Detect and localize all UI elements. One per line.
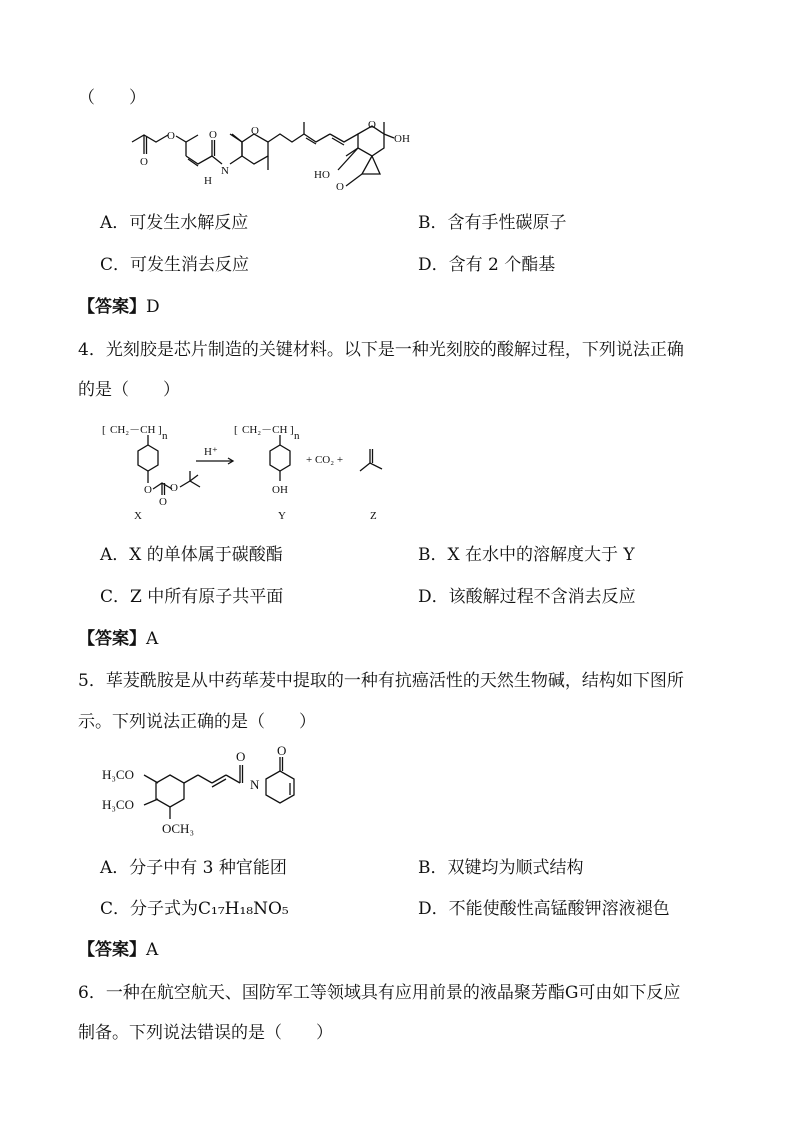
q4-stem-line2: 的是（ ） xyxy=(78,380,180,400)
q5-o1: O xyxy=(236,749,246,764)
q3-ho-left: HO xyxy=(314,169,330,181)
q5-h3co-1: H₃CO xyxy=(102,767,134,782)
svg-text:[: [ xyxy=(102,424,106,436)
q3-o-carbonyl: O xyxy=(140,156,148,168)
q3-n: N xyxy=(221,165,229,177)
q5-h3co-2: H₃CO xyxy=(102,797,134,812)
q3-o-ester: O xyxy=(167,130,175,142)
q3-option-b: B．含有手性碳原子 xyxy=(418,213,567,233)
q3-o-ring2: O xyxy=(368,119,376,131)
q3-o-ring: O xyxy=(251,125,259,137)
q3-answer xyxy=(78,295,160,319)
q4-o1: O xyxy=(144,484,152,496)
q3-option-d: D．含有 2 个酯基 xyxy=(418,255,556,275)
q4-o3: O xyxy=(170,482,178,494)
q4-label-x: X xyxy=(134,510,142,522)
q4-stem-line1: 4．光刻胶是芯片制造的关键材料。以下是一种光刻胶的酸解过程，下列说法正确 xyxy=(78,340,684,360)
q5-och3: OCH₃ xyxy=(162,821,194,836)
q5-n: N xyxy=(250,777,260,792)
q5-option-b: B．双键均为顺式结构 xyxy=(418,858,584,878)
q4-x-unit: CH₂－CH xyxy=(110,424,156,436)
q4-reagent: H⁺ xyxy=(204,446,218,458)
q5-answer-value: A xyxy=(146,940,159,960)
q3-structure xyxy=(118,112,418,198)
q5-structure xyxy=(100,743,340,843)
q4-label-y: Y xyxy=(278,510,286,522)
svg-text:]: ] xyxy=(158,424,162,436)
q4-option-b: B．X 在水中的溶解度大于 Y xyxy=(418,545,635,565)
q5-option-a: A．分子中有 3 种官能团 xyxy=(100,858,287,878)
q3-o-epox: O xyxy=(336,181,344,193)
q3-option-a: A．可发生水解反应 xyxy=(100,213,249,233)
q4-option-a: A．X 的单体属于碳酸酯 xyxy=(100,545,283,565)
q4-y-n: n xyxy=(294,430,300,442)
q3-bracket: （ ） xyxy=(78,88,146,108)
q6-stem-line1: 6．一种在航空航天、国防军工等领域具有应用前景的液晶聚芳酯G可由如下反应 xyxy=(78,983,681,1003)
q6-stem-line2: 制备。下列说法错误的是（ ） xyxy=(78,1023,333,1043)
q4-co2: + CO₂ + xyxy=(306,454,344,466)
q3-answer-label: 【答案】 xyxy=(78,297,146,317)
q5-option-d: D．不能使酸性高锰酸钾溶液褪色 xyxy=(418,899,670,919)
q4-reaction-scheme xyxy=(100,415,400,527)
q4-oh: OH xyxy=(272,484,288,496)
q4-x-n: n xyxy=(162,430,168,442)
svg-text:]: ] xyxy=(290,424,294,436)
q4-y-unit: CH₂－CH xyxy=(242,424,288,436)
q3-answer-value: D xyxy=(146,297,160,317)
q3-option-c: C．可发生消去反应 xyxy=(100,255,250,275)
q4-answer-value: A xyxy=(146,629,159,649)
q4-option-c: C．Z 中所有原子共平面 xyxy=(100,587,284,607)
q5-answer xyxy=(78,938,158,962)
q5-stem-line2: 示。下列说法正确的是（ ） xyxy=(78,712,316,732)
q4-option-d: D．该酸解过程不含消去反应 xyxy=(418,587,636,607)
q3-o-acyl: O xyxy=(209,129,217,141)
q5-stem-line1: 5．荜茇酰胺是从中药荜茇中提取的一种有抗癌活性的天然生物碱，结构如下图所 xyxy=(78,671,684,691)
svg-text:[: [ xyxy=(234,424,238,436)
q5-o2: O xyxy=(277,743,287,758)
q3-oh-right: OH xyxy=(394,133,410,145)
q3-h: H xyxy=(204,175,212,187)
q5-option-c: C．分子式为C₁₇H₁₈NO₅ xyxy=(100,899,289,919)
q4-answer-label: 【答案】 xyxy=(78,629,146,649)
q5-answer-label: 【答案】 xyxy=(78,940,146,960)
q4-o2: O xyxy=(159,496,167,508)
q4-answer xyxy=(78,627,158,651)
q4-label-z: Z xyxy=(370,510,377,522)
